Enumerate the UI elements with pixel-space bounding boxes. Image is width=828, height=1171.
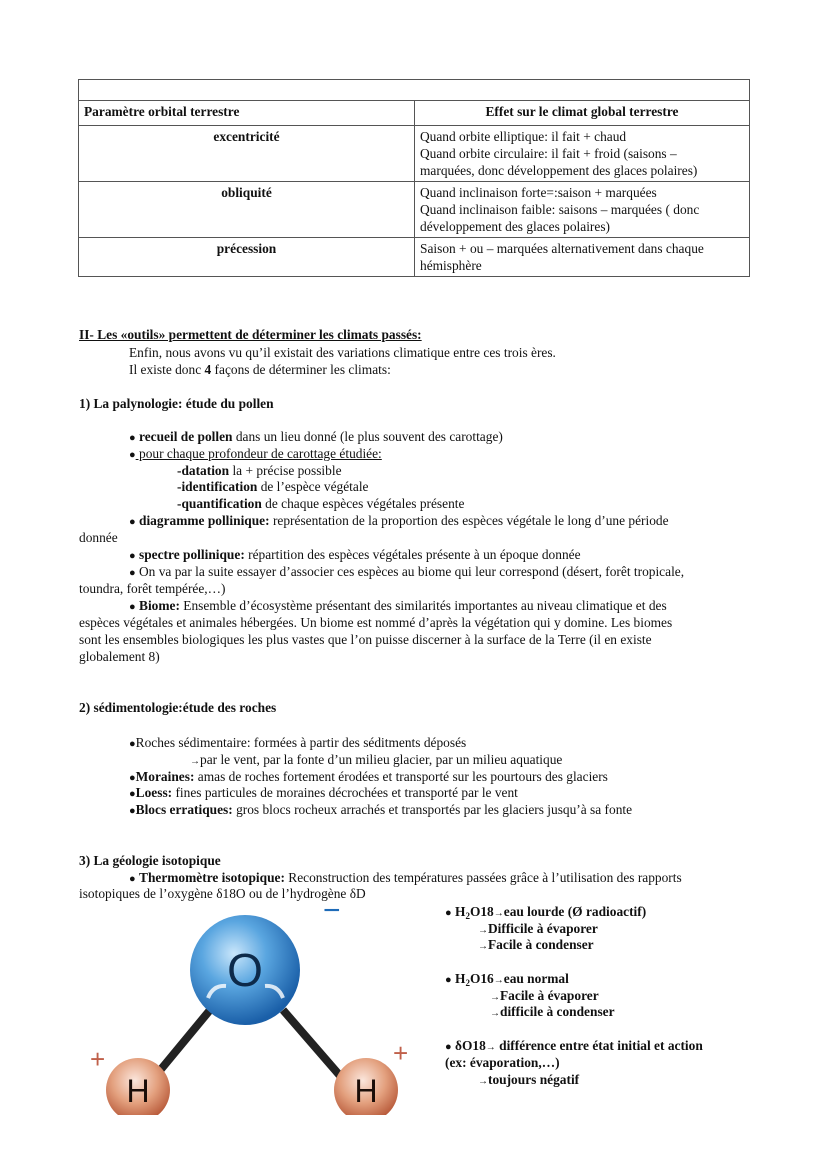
effect-line: hémisphère	[420, 258, 482, 273]
list-item: -quantification de chaque espèces végétales présente	[177, 496, 465, 511]
effect-line: Quand orbite elliptique: il fait + chaud	[420, 129, 627, 144]
effect-line: Quand orbite circulaire: il fait + froid (saisons –	[420, 146, 677, 161]
row-param: obliquité	[79, 182, 415, 238]
effect-line: Quand inclinaison faible: saisons – marquées ( donc	[420, 202, 700, 217]
delta-o18-item: ● δO18→ différence entre état initial et action	[445, 1038, 703, 1053]
water-molecule-diagram	[78, 890, 428, 1115]
list-item: ● recueil de pollen dans un lieu donné (le plus souvent des carottage)	[129, 429, 503, 444]
bond-line	[283, 1010, 348, 1085]
h2o16-item: ● $H_2O16\to eau$ normal	[445, 971, 569, 988]
list-item: →par le vent, par la fonte d’un milieu glacier, par un milieu aquatique	[190, 752, 563, 767]
list-item: ● Thermomètre isotopique: Reconstruction des températures passées grâce à l’utilisation des rapports	[129, 870, 682, 885]
plus-sign: +	[90, 1044, 106, 1074]
list-item: -datation la + précise possible	[177, 463, 342, 478]
h2o18-item: ● $H_2O18\to eau$ lourde (Ø radioactif)	[445, 904, 647, 921]
list-item: -identification de l’espèce végétale	[177, 479, 369, 494]
list-item: ● diagramme pollinique: représentation de la proportion des espèces végétale le long d’une période	[129, 513, 669, 528]
h2o16-sub: →Facile à évaporer	[490, 988, 599, 1003]
hydrogen-label: H	[126, 1073, 150, 1109]
header-param: Paramètre orbital terrestre	[79, 101, 415, 126]
table-row	[79, 182, 750, 238]
list-item: ●Roches sédimentaire: formées à partir des séditments déposés	[129, 735, 467, 750]
list-item-cont: donnée	[79, 530, 118, 545]
table-header-row	[79, 101, 750, 126]
row-effect	[415, 238, 750, 277]
effect-line: développement des glaces polaires)	[420, 219, 610, 234]
list-item: ●Moraines: amas de roches fortement érodées et transporté sur les pourtours des glaciers	[129, 769, 608, 784]
h2o18-sub: →Difficile à évaporer	[478, 921, 598, 936]
table-row	[79, 238, 750, 277]
list-item: ● On va par la suite essayer d’associer ces espèces au biome qui leur correspond (désert, forêt tropicale,	[129, 564, 685, 579]
oxygen-label: O	[227, 944, 263, 996]
row-param: excentricité	[79, 126, 415, 182]
list-item-cont: isotopiques de l’oxygène δ18O ou de l’hydrogène δD	[79, 886, 366, 901]
list-item: ●Loess: fines particules de moraines décrochées et transporté par le vent	[129, 785, 518, 800]
list-item-cont: globalement 8)	[79, 649, 160, 664]
plus-sign: +	[393, 1038, 409, 1068]
hydrogen-label: H	[354, 1073, 378, 1109]
row-effect	[415, 182, 750, 238]
h2o16-sub: →difficile à condenser	[490, 1004, 615, 1019]
delta-o18-cont: (ex: évaporation,…)	[445, 1055, 560, 1070]
section-intro: Il existe donc 4 façons de déterminer les climats:	[129, 362, 391, 377]
row-param: précession	[79, 238, 415, 277]
table-row	[79, 126, 750, 182]
list-item: ● spectre pollinique: répartition des espèces végétales présente à un époque donnée	[129, 547, 581, 562]
list-item-cont: toundra, forêt tempérée,…)	[79, 581, 226, 596]
section-title: II- Les «outils» permettent de déterminer les climats passés:	[79, 327, 422, 342]
list-item-cont: espèces végétales et animales hébergées. Un biome est nommé d’après la végétation qui y domine. Les biomes	[79, 615, 673, 630]
isotope-title: 3) La géologie isotopique	[79, 853, 221, 868]
effect-line: Quand inclinaison forte=:saison + marquées	[420, 185, 657, 200]
orbital-parameters-table	[78, 79, 750, 277]
effect-line: Saison + ou – marquées alternativement dans chaque	[420, 241, 704, 256]
list-item-cont: sont les ensembles biologiques les plus vastes que l’on puisse discerner à la surface de la Terre (il en existe	[79, 632, 652, 647]
section-intro: Enfin, nous avons vu qu’il existait des variations climatique entre ces trois ères.	[129, 345, 556, 360]
effect-line: marquées, donc développement des glaces polaires)	[420, 163, 698, 178]
header-effect: Effet sur le climat global terrestre	[415, 101, 750, 126]
list-item: ●Blocs erratiques: gros blocs rocheux arrachés et transportés par les glaciers jusqu’à sa fonte	[129, 802, 633, 817]
row-effect	[415, 126, 750, 182]
minus-sign: −	[323, 894, 341, 927]
palynology-title: 1) La palynologie: étude du pollen	[79, 396, 274, 411]
sedimentology-title: 2) sédimentologie:étude des roches	[79, 700, 277, 715]
h2o18-sub: →Facile à condenser	[478, 937, 594, 952]
delta-o18-sub: →toujours négatif	[478, 1072, 580, 1087]
table-empty-row	[79, 80, 750, 101]
list-item: ● pour chaque profondeur de carottage étudiée:	[129, 446, 382, 461]
list-item: ● Biome: Ensemble d’écosystème présentant des similarités importantes au niveau climatique et des	[129, 598, 667, 613]
